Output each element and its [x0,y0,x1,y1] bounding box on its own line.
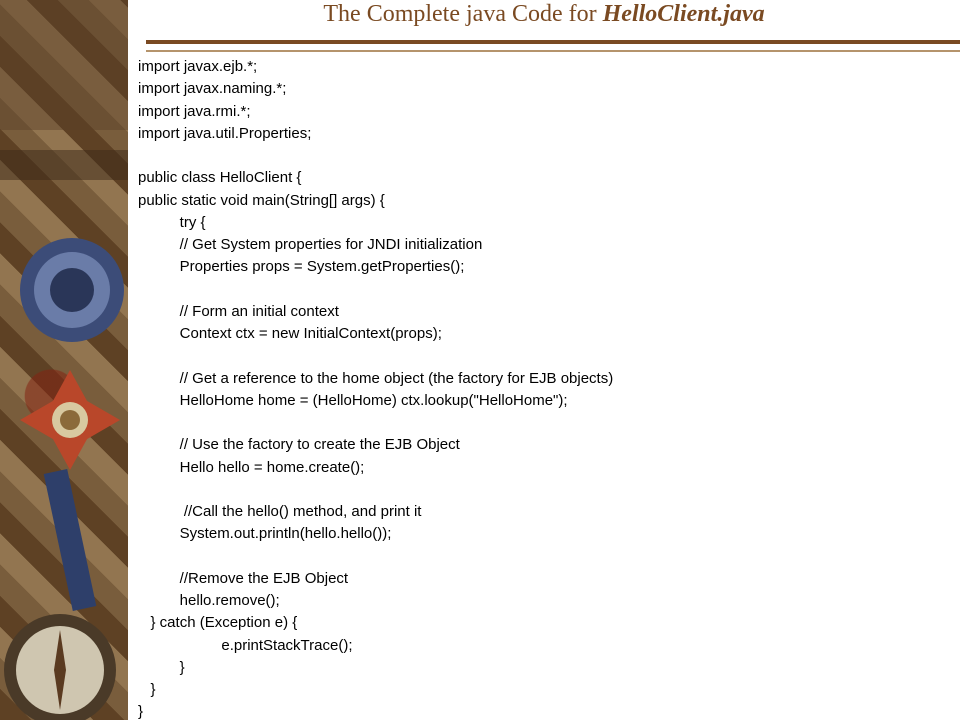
code-line: public class HelloClient { [138,169,302,187]
medal-and-compass-image [0,0,128,720]
code-line: try { [138,213,206,231]
code-line: // Form an initial context [138,302,339,320]
code-line: System.out.println(hello.hello()); [138,525,392,543]
code-line: // Use the factory to create the EJB Object [138,436,460,454]
page-title [128,0,960,40]
code-line [138,345,948,367]
code-line: //Call the hello() method, and print it [138,503,422,520]
code-line [138,145,948,167]
code-line: hello.remove(); [138,592,280,609]
code-line: import java.util.Properties; [138,124,312,142]
code-line: } [138,681,156,698]
code-line: e.printStackTrace(); [138,636,353,654]
code-line [138,279,948,301]
code-line [138,479,948,501]
code-line: HelloHome home = (HelloHome) ctx.lookup("HelloHome"); [138,391,568,409]
code-line: // Get a reference to the home object (the factory for EJB objects) [138,369,614,387]
code-line [138,412,948,434]
code-line: } [138,658,185,676]
code-line: } catch (Exception e) { [138,614,298,632]
title-emphasis: HelloClient.java [602,1,765,27]
code-listing [138,56,948,724]
title-divider-thick [146,40,960,44]
code-line: Hello hello = home.create(); [138,458,365,476]
ribbon-rosette [20,238,124,342]
code-line: import javax.naming.*; [138,80,287,98]
decorative-photo [0,0,128,720]
code-line: Context ctx = new InitialContext(props); [138,325,442,342]
title-divider-thin [146,50,960,52]
code-line: //Remove the EJB Object [138,569,349,587]
code-line [138,546,948,568]
title-prefix: The Complete java Code for [323,1,603,27]
code-line: } [138,703,144,721]
code-line: import javax.ejb.*; [138,58,258,75]
code-line: import java.rmi.*; [138,102,251,120]
code-line: Properties props = System.getProperties(); [138,258,465,276]
code-line: public static void main(String[] args) { [138,191,385,209]
code-line: // Get System properties for JNDI initialization [138,236,483,253]
